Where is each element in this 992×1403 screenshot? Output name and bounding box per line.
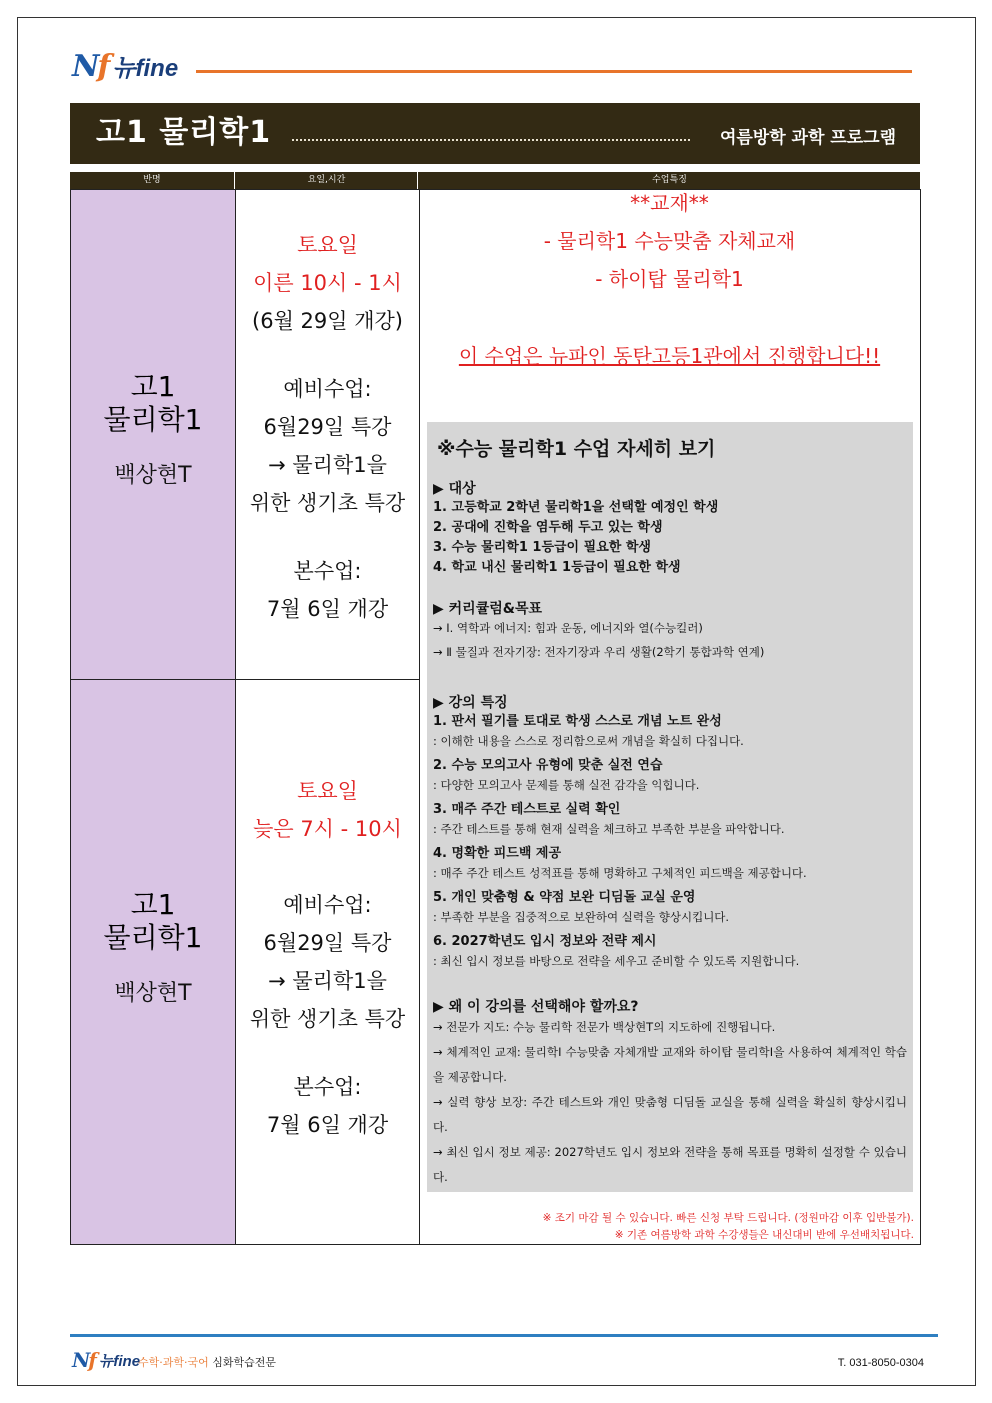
detail-title: ※수능 물리학1 수업 자세히 보기: [437, 438, 716, 460]
target-item: 3. 수능 물리학1 1등급이 필요한 학생: [433, 540, 651, 555]
class-time: 늦은 7시 - 10시: [253, 817, 402, 841]
brand-logo: [72, 48, 178, 82]
pre-class-desc: → 물리학1을: [268, 453, 387, 477]
why-item: → 최신 입시 정보 제공: 2027학년도 입시 정보와 전략을 통해 목표를 명확히 설정할 수 있습니다.: [433, 1145, 908, 1184]
time-cell: [236, 190, 419, 680]
target-item: 1. 고등학교 2학년 물리학1을 선택할 예정인 학생: [433, 500, 719, 515]
class-cell: [71, 680, 235, 1244]
footer-tagline: [138, 1356, 276, 1370]
footer-phone: T. 031-8050-0304: [837, 1357, 924, 1369]
class-cell: [71, 190, 235, 680]
header-time: 요일,시간: [234, 172, 418, 189]
pre-class-date: 6월29일 특강: [263, 931, 392, 955]
time-cell: [236, 680, 419, 1244]
feature-title: 5. 개인 맞춤형 & 약점 보완 디딤돌 교실 운영: [433, 890, 696, 905]
class-name-grade: 고1: [130, 888, 176, 921]
curriculum-heading: ▶ 커리큘럼&목표: [433, 601, 542, 617]
class-name-grade: 고1: [130, 370, 176, 403]
page-subtitle: 여름방학 과학 프로그램: [719, 128, 896, 148]
target-item: 4. 학교 내신 물리학1 1등급이 필요한 학생: [433, 560, 681, 575]
why-item: → 체계적인 교재: 물리학Ⅰ 수능맞춤 자체개발 교재와 하이탑 물리학Ⅰ을 사용하여 체계적인 학습을 제공합니다.: [433, 1045, 907, 1084]
feature-desc: : 이해한 내용을 스스로 정리함으로써 개념을 확실히 다집니다.: [433, 734, 744, 748]
title-bar: [70, 103, 920, 164]
features-column: [419, 190, 920, 1244]
main-class-label: 본수업:: [293, 559, 362, 583]
pre-class-label: 예비수업:: [283, 377, 372, 401]
footer-logo: [72, 1350, 140, 1370]
pre-class-date: 6월29일 특강: [263, 415, 392, 439]
textbook-heading: **교재**: [630, 191, 709, 215]
feature-desc: : 최신 입시 정보를 바탕으로 전략을 세우고 준비할 수 있도록 지원합니다.: [433, 954, 800, 968]
feature-title: 1. 판서 필기를 토대로 학생 스스로 개념 노트 완성: [433, 714, 722, 729]
pre-class-desc: → 물리학1을: [268, 969, 387, 993]
feature-desc: : 다양한 모의고사 문제를 통해 실전 감각을 익힙니다.: [433, 778, 700, 792]
header-features: 수업특징: [417, 172, 921, 189]
class-name-subject: 물리학1: [103, 921, 203, 954]
target-heading: ▶ 대상: [433, 481, 476, 497]
feature-title: 4. 명확한 피드백 제공: [433, 846, 562, 861]
class-day: 토요일: [297, 779, 358, 803]
footer-rule: [70, 1334, 938, 1337]
class-time: 이른 10시 - 1시: [253, 271, 402, 295]
curriculum-item: → Ⅱ 물질과 전자기장: 전자기장과 우리 생활(2학기 통합과학 연계): [433, 645, 765, 659]
features-heading: ▶ 강의 특징: [433, 695, 508, 711]
footer-subjects: 수학·과학·국어: [138, 1356, 209, 1369]
footnote: ※ 기존 여름방학 과학 수강생들은 내신대비 반에 우선배치됩니다.: [614, 1229, 914, 1241]
pre-class-desc: 위한 생기초 특강: [249, 491, 406, 515]
time-column: [235, 190, 420, 1244]
logo-name: 뉴fine: [98, 1353, 141, 1370]
footnote: ※ 조기 마감 될 수 있습니다. 빠른 신청 부탁 드립니다. (정원마감 이후 입반불가).: [542, 1212, 914, 1224]
logo-mark: Nf: [72, 1348, 95, 1372]
feature-title: 3. 매주 주간 테스트로 실력 확인: [433, 802, 621, 817]
header-class: 반명: [143, 175, 161, 185]
location-notice: 이 수업은 뉴파인 동탄고등1관에서 진행합니다!!: [458, 344, 881, 368]
class-day: 토요일: [297, 233, 358, 257]
why-item: → 실력 향상 보장: 주간 테스트와 개인 맞춤형 디딤돌 교실을 통해 실력을 확실히 향상시킵니다.: [433, 1095, 907, 1134]
class-column: [71, 190, 235, 1244]
detail-box: [427, 422, 913, 1192]
main-class-date: 7월 6일 개강: [266, 597, 389, 621]
header-rule: [196, 70, 912, 73]
teacher-name: 백상현T: [114, 463, 192, 488]
teacher-name: 백상현T: [114, 981, 192, 1006]
why-item: → 전문가 지도: 수능 물리학 전문가 백상현T의 지도하에 진행됩니다.: [433, 1020, 776, 1034]
feature-desc: : 매주 주간 테스트 성적표를 통해 명확하고 구체적인 피드백을 제공합니다.: [433, 866, 807, 880]
pre-class-desc: 위한 생기초 특강: [249, 1007, 406, 1031]
pre-class-label: 예비수업:: [283, 893, 372, 917]
class-name-subject: 물리학1: [103, 403, 203, 436]
why-heading: ▶ 왜 이 강의를 선택해야 할까요?: [433, 999, 639, 1015]
schedule-table: [70, 189, 921, 1245]
feature-title: 6. 2027학년도 입시 정보와 전략 제시: [433, 934, 657, 949]
page-title: 고1 물리학1: [96, 115, 272, 150]
main-class-label: 본수업:: [293, 1075, 362, 1099]
feature-desc: : 주간 테스트를 통해 현재 실력을 체크하고 부족한 부분을 파악합니다.: [433, 822, 785, 836]
feature-desc: : 부족한 부분을 집중적으로 보완하여 실력을 향상시킵니다.: [433, 910, 730, 924]
logo-mark: Nf: [72, 49, 109, 84]
textbook-item: - 물리학1 수능맞춤 자체교재: [543, 229, 796, 253]
feature-title: 2. 수능 모의고사 유형에 맞춘 실전 연습: [433, 758, 663, 773]
title-dotted-leader: [292, 139, 690, 141]
target-item: 2. 공대에 진학을 염두해 두고 있는 학생: [433, 520, 663, 535]
main-class-date: 7월 6일 개강: [266, 1113, 389, 1137]
footer-specialty: 심화학습전문: [212, 1356, 277, 1369]
curriculum-item: → Ⅰ. 역학과 에너지: 힘과 운동, 에너지와 열(수능킬러): [433, 621, 703, 635]
logo-name: 뉴fine: [112, 55, 179, 82]
class-open-date: (6월 29일 개강): [252, 309, 403, 333]
textbook-item: - 하이탑 물리학1: [595, 267, 744, 291]
